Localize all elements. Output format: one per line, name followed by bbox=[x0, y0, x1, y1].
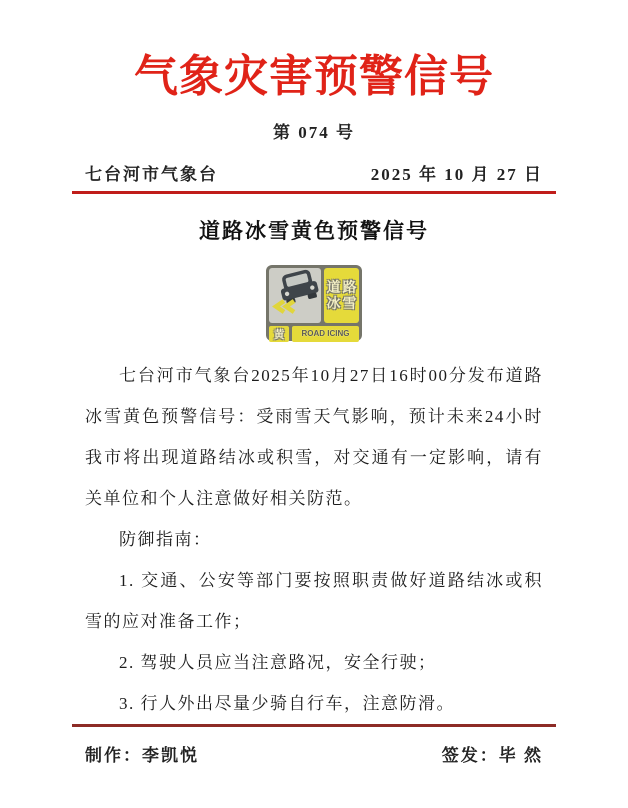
doc-number: 第 074 号 bbox=[273, 122, 355, 142]
warning-icon-cn-label bbox=[324, 268, 359, 323]
road-icing-warning-icon bbox=[266, 265, 362, 341]
signer-name: 毕 然 bbox=[498, 746, 543, 765]
warning-icon-en-label: ROAD ICING bbox=[292, 326, 359, 342]
warning-level-badge: 黄 bbox=[269, 326, 289, 342]
signal-title: 道路冰雪黄色预警信号 bbox=[199, 218, 429, 243]
issue-date: 2025 年 10 月 27 日 bbox=[370, 164, 543, 184]
footer-row bbox=[72, 741, 556, 766]
notice-paragraph: 七台河市气象台2025年10月27日16时00分发布道路冰雪黄色预警信号：受雨雪天气影响，预计未来24小时我市将出现道路结冰或积雪，对交通有一定影响，请有关单位和个人注意做好相关防范。 bbox=[85, 365, 543, 508]
maker-field bbox=[85, 741, 199, 766]
main-title: 气象灾害预警信号 bbox=[134, 52, 494, 101]
warning-icon-cn-line2: 冰雪 bbox=[326, 295, 359, 312]
warning-icon-top-row bbox=[269, 268, 359, 323]
notice-body bbox=[72, 355, 556, 724]
guide-item-3: 3. 行人外出尽量少骑自行车，注意防滑。 bbox=[119, 693, 455, 713]
footer-rule bbox=[72, 724, 556, 727]
maker-label: 制作： bbox=[85, 746, 142, 765]
page-footer bbox=[72, 724, 556, 766]
guide-item-1: 1. 交通、公安等部门要按照职责做好道路结冰或积雪的应对准备工作； bbox=[85, 570, 543, 631]
meta-row bbox=[72, 160, 556, 185]
signer-field bbox=[442, 741, 543, 766]
guide-item-2: 2. 驾驶人员应当注意路况，安全行驶； bbox=[119, 652, 437, 672]
skidding-car-icon bbox=[269, 268, 321, 323]
warning-icon-container bbox=[72, 265, 556, 341]
header-rule bbox=[72, 191, 556, 194]
maker-name: 李凯悦 bbox=[142, 746, 199, 765]
issuer-name: 七台河市气象台 bbox=[85, 164, 218, 184]
warning-icon-cn-line1: 道路 bbox=[326, 279, 359, 296]
defense-guide-heading: 防御指南： bbox=[119, 529, 212, 549]
signer-label: 签发： bbox=[441, 746, 499, 765]
warning-icon-bottom-row bbox=[269, 326, 359, 342]
